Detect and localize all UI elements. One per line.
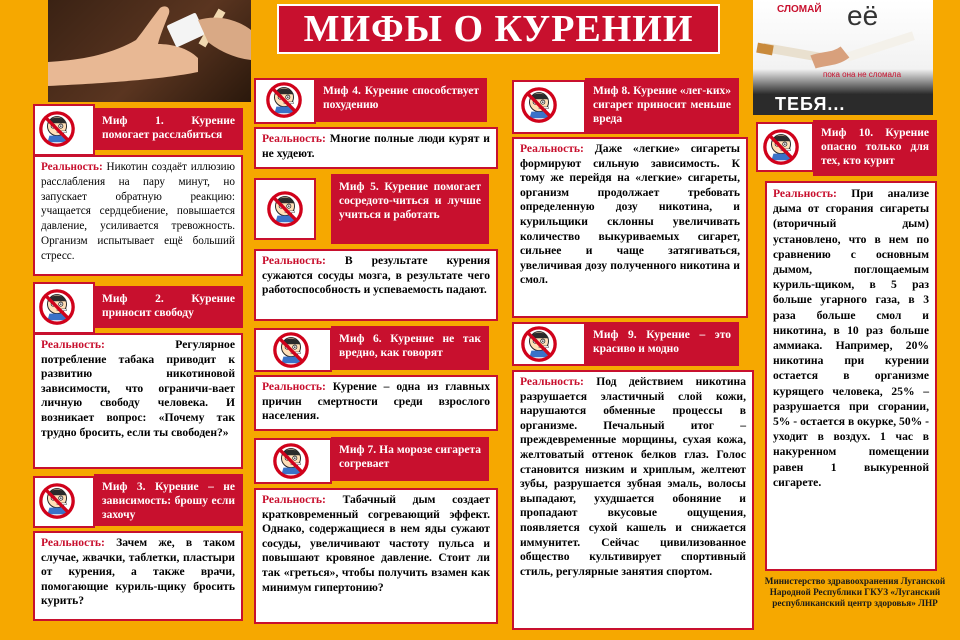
no-smoking-icon xyxy=(520,86,558,124)
myth5-title: Миф 5. Курение помогает сосредото-читься и лучше учиться и работать xyxy=(331,174,489,244)
myth1-reality xyxy=(33,155,243,276)
no-smoking-icon xyxy=(265,81,303,119)
myth7-reality xyxy=(254,488,498,624)
reality-label: Реальность: xyxy=(41,536,105,549)
photo-refusing-hand xyxy=(48,0,251,102)
no-smoking-icon xyxy=(266,190,304,228)
reality-text: Зачем же, в таком случае, жвачки, таблетки, пластыри от курения, а также врачи, помогающие куриль-щику бросить курить? xyxy=(41,536,235,608)
reality-label: Реальность: xyxy=(41,338,105,351)
myth10-reality xyxy=(765,181,937,571)
no-smoking-icon xyxy=(38,288,76,326)
page-title-text: МИФЫ О КУРЕНИИ xyxy=(303,8,694,50)
reality-label: Реальность: xyxy=(262,380,326,393)
reality-text: Даже «легкие» сигареты формируют сильную зависимость. К тому же перейдя на «легкие» сигареты, организм продолжает требовать определенную дозу никотина, и курильщики склонны увеличивать количество выкуриваемых сигарет, сильнее и чаще затягиваться, увеличивая дозу полученного никотина и смол. xyxy=(520,142,740,287)
myth3-title: Миф 3. Курение – не зависимость: брошу если захочу xyxy=(94,474,243,526)
reality-label: Реальность: xyxy=(520,375,584,388)
myth2-title: Миф 2. Курение приносит свободу xyxy=(94,286,243,328)
no-smoking-icon xyxy=(38,482,76,520)
no-smoking-icon xyxy=(272,442,310,480)
reality-label: Реальность: xyxy=(520,142,584,155)
myth9-reality xyxy=(512,370,754,630)
myth4-reality xyxy=(254,127,498,169)
poster-line4: ТЕБЯ... xyxy=(775,94,846,114)
reality-label: Реальность: xyxy=(262,254,326,267)
myth4-title: Миф 4. Курение способствует похудению xyxy=(315,78,487,122)
myth3-reality xyxy=(33,531,243,621)
footer-credits: Министерство здравоохранения Луганской Народной Республики ГКУЗ «Луганский республиканский центр здоровья» ЛНР xyxy=(764,576,946,608)
poster-line2: её xyxy=(847,0,879,31)
myth7-title: Миф 7. На морозе сигарета согревает xyxy=(331,437,489,481)
reality-text: Под действием никотина разрушается эластичный слой кожи, нарушаются обменные процессы в организме. Печальный итог – преждевременные морщины, сухая кожа, желтоватый оттенок белков глаз. Голос становится низким и хриплым, желтеют зубы, разрушается зубная эмаль, волосы выпадают, ухудшается обоняние и пропадают вкусовые ощущения, появляется сухой кашель и снижается иммунитет. Сейчас цивилизованное общество культивирует спортивный стиль, регулярные занятия спортом. xyxy=(520,375,746,578)
reality-text: При анализе дыма от сгорания сигареты (вторичный дым) установлено, что в нем по сравнению с основным дымом, поглощаемым куриль-щиком, в 5 раз больше угарного газа, в 3 раза больше смол и никотина, в 10 раз больше аммиака. Например, 20% никотина при курении остается в организме курящего человека, 25% – разрушается при сгорании, 5% - остается в окурке, 50% - уходит в воздух. 1 час в накуренном помещении равен 1 выкуренной сигарете. xyxy=(773,187,929,489)
no-smoking-icon xyxy=(520,325,558,363)
no-smoking-icon xyxy=(762,128,800,166)
myth2-reality xyxy=(33,333,243,469)
reality-label: Реальность: xyxy=(773,187,837,200)
myth6-reality xyxy=(254,375,498,431)
reality-label: Реальность: xyxy=(41,161,103,173)
poster-broken-cigarette xyxy=(753,0,933,115)
myth1-title: Миф 1. Курение помогает расслабиться xyxy=(94,108,243,150)
reality-text: Никотин создаёт иллюзию расслабления на пару минут, но запускает обратную реакцию: учащается сердцебиение, повышается давление, усиливается тревожность. Организм испытывает ещё больший стресс. xyxy=(41,161,235,262)
reality-label: Реальность: xyxy=(262,493,326,506)
poster-line3: пока она не сломала xyxy=(823,70,902,79)
reality-label: Реальность: xyxy=(262,132,326,145)
reality-text: В результате курения сужаются сосуды мозга, в результате чего работоспособность и успеваемость падают. xyxy=(262,254,490,297)
reality-text: Многие полные люди курят и не худеют. xyxy=(262,132,490,160)
no-smoking-icon xyxy=(272,331,310,369)
myth5-reality xyxy=(254,249,498,321)
myth8-title: Миф 8. Курение «лег-ких» сигарет приносит меньше вреда xyxy=(585,78,739,134)
reality-text: Курение – одна из главных причин смертности среди взрослого населения. xyxy=(262,380,490,423)
reality-text: Регулярное потребление табака приводит к развитию никотиновой зависимости, что ограничи-вает личную свободу человека. И возникает вопрос: «Почему так трудно бросить, если ты свободен?» xyxy=(41,338,235,439)
reality-text: Табачный дым создает кратковременный согревающий эффект. Однако, содержащиеся в нем яды сужают сосуды, увеличивают частоту пульса и повышают кровяное давление. Стоит ли так «греться», чтобы получить взамен как минимум гипертонию? xyxy=(262,493,490,594)
myth9-title: Миф 9. Курение – это красиво и модно xyxy=(585,322,739,366)
myth6-title: Миф 6. Курение не так вредно, как говорят xyxy=(331,326,489,370)
myth10-title: Миф 10. Курение опасно только для тех, кто курит xyxy=(813,120,937,176)
myth8-reality xyxy=(512,137,748,318)
no-smoking-icon xyxy=(38,110,76,148)
page-title xyxy=(277,4,720,54)
poster-line1: СЛОМАЙ xyxy=(777,4,822,15)
